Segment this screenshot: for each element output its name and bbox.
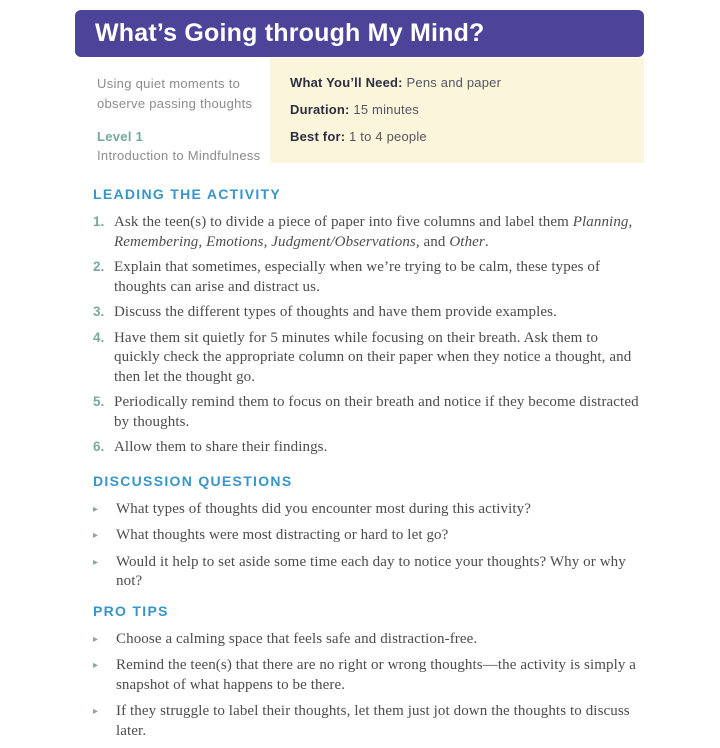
step-text: Ask the teen(s) to divide a piece of paper into five columns and label them Planning, Remembering, Emotions, Judgment/Observations, and Other. — [114, 214, 633, 250]
pro-tip — [93, 630, 647, 650]
activity-step — [93, 393, 647, 432]
activity-step — [93, 438, 647, 458]
main-content — [93, 186, 647, 748]
activity-steps-list — [93, 213, 647, 458]
discussion-questions-list — [93, 500, 647, 592]
step-number: 5. — [93, 394, 105, 409]
info-box — [270, 58, 644, 163]
pro-tips-list — [93, 630, 647, 742]
activity-step — [93, 303, 647, 323]
discussion-question — [93, 526, 647, 546]
pro-tip-text: Remind the teen(s) that there are no right or wrong thoughts—the activity is simply a snapshot of what happens to be there. — [116, 657, 637, 693]
discussion-question-text: Would it help to set aside some time each day to notice your thoughts? Why or why not? — [116, 553, 626, 589]
activity-step — [93, 213, 647, 252]
activity-step — [93, 258, 647, 297]
step-text: Allow them to share their findings. — [114, 439, 328, 455]
step-text: Have them sit quietly for 5 minutes while focusing on their breath. Ask them to quickly check the appropriate column on their paper when they notice a thought, and then let the thought go. — [114, 329, 632, 385]
step-text: Periodically remind them to focus on their breath and notice if they become distracted by thoughts. — [114, 394, 639, 430]
program-name: Introduction to Mindfulness — [97, 148, 261, 164]
pro-tip-text: Choose a calming space that feels safe and distraction-free. — [116, 630, 478, 647]
section-heading-pro-tips: PRO TIPS — [93, 602, 169, 619]
step-number: 3. — [93, 304, 105, 319]
triangle-bullet-icon: ▸ — [93, 633, 99, 645]
info-label: What You’ll Need: — [290, 75, 403, 90]
step-text: Discuss the different types of thoughts and have them provide examples. — [114, 304, 557, 320]
title-banner — [75, 10, 644, 57]
section-heading-leading-the-activity: LEADING THE ACTIVITY — [93, 186, 282, 202]
info-value: Pens and paper — [402, 75, 502, 90]
overview-panel — [97, 74, 262, 166]
pro-tip — [93, 656, 647, 695]
activity-step — [93, 329, 647, 388]
level-label: Level 1 — [97, 129, 144, 145]
info-label: Best for: — [290, 129, 346, 144]
page-title: What’s Going through My Mind? — [95, 19, 485, 47]
discussion-question-text: What thoughts were most distracting or hard to let go? — [116, 527, 449, 543]
step-number: 1. — [93, 214, 105, 229]
info-row — [290, 75, 624, 90]
info-row — [290, 129, 624, 144]
info-value: 15 minutes — [349, 102, 419, 117]
discussion-question — [93, 553, 647, 592]
triangle-bullet-icon: ▸ — [93, 660, 99, 671]
discussion-question-text: What types of thoughts did you encounter most during this activity? — [116, 500, 531, 517]
activity-tagline: Using quiet moments to observe passing thoughts — [97, 76, 253, 112]
discussion-question — [93, 500, 647, 520]
step-number: 4. — [93, 329, 105, 345]
triangle-bullet-icon: ▸ — [93, 530, 99, 541]
pro-tip-text: If they struggle to label their thoughts, let them just jot down the thoughts to discuss later. — [116, 703, 630, 739]
pro-tip — [93, 702, 647, 741]
triangle-bullet-icon: ▸ — [93, 556, 99, 568]
triangle-bullet-icon: ▸ — [93, 503, 99, 515]
triangle-bullet-icon: ▸ — [93, 706, 99, 717]
info-label: Duration: — [290, 102, 350, 117]
info-value: 1 to 4 people — [345, 129, 427, 144]
section-heading-discussion-questions: DISCUSSION QUESTIONS — [93, 472, 293, 489]
step-number: 2. — [93, 259, 105, 274]
info-row — [290, 102, 624, 117]
step-text: Explain that sometimes, especially when we’re trying to be calm, these types of thoughts can arise and distract us. — [114, 259, 601, 295]
step-number: 6. — [93, 439, 105, 454]
